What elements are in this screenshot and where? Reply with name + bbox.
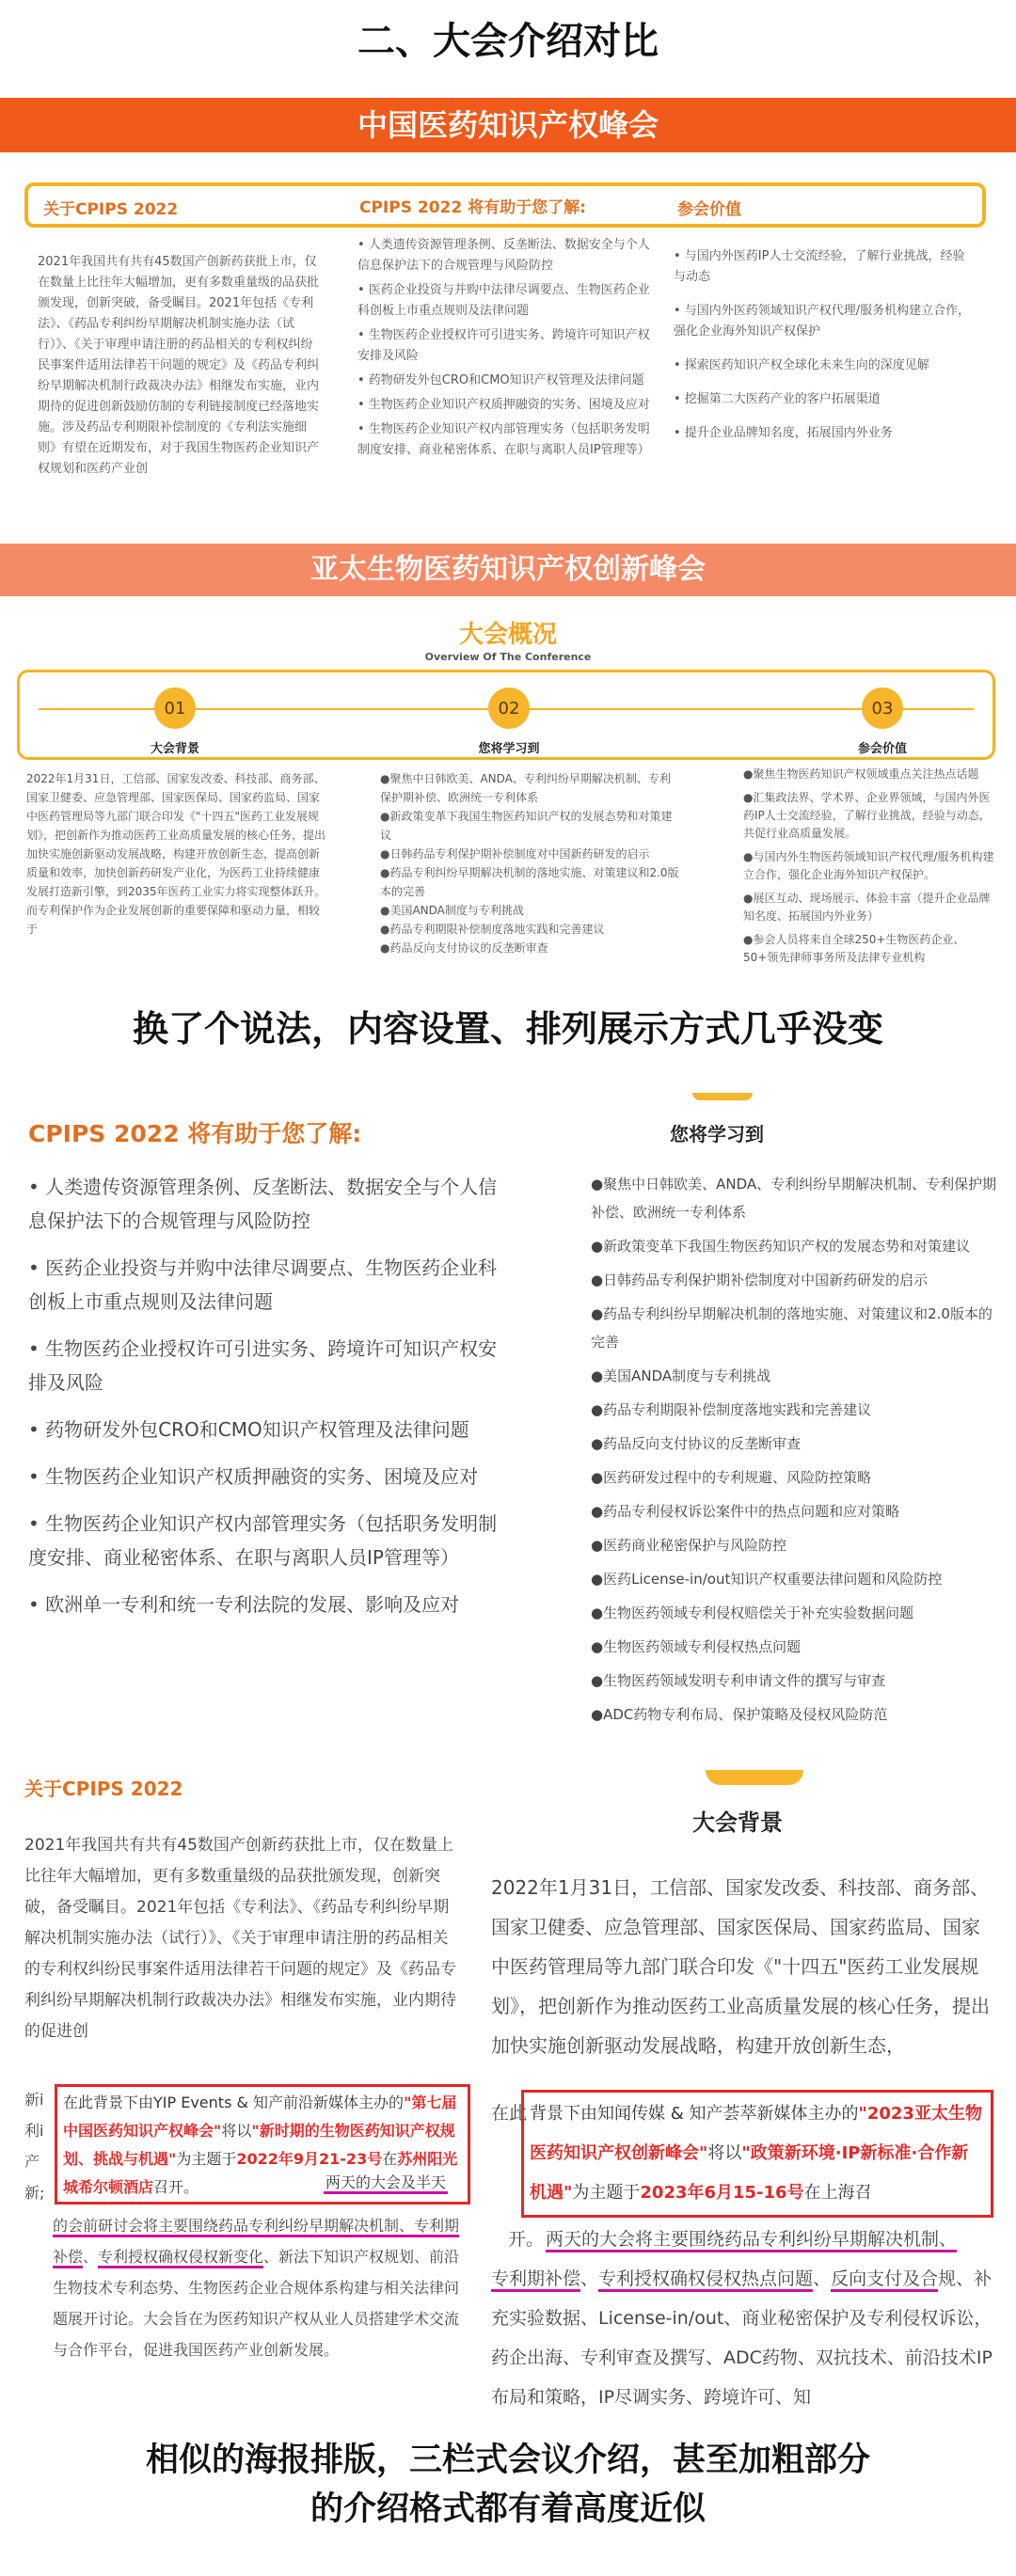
left-box-place: 苏州阳光城希尔顿酒店 xyxy=(63,2150,458,2196)
compare1-right-item: ●药品专利纠纷早期解决机制的落地实施、对策建议和2.0版本的完善 xyxy=(591,1305,992,1351)
left-u5: 专利授权确权侵权新变化 xyxy=(98,2248,263,2268)
step-3 xyxy=(840,687,925,756)
cpips-header-bar xyxy=(24,182,986,228)
compare1-left-item: • 生物医药企业授权许可引进实务、跨境许可知识产权安排及风险 xyxy=(28,1337,498,1394)
compare1-right-item: ●生物医药领域专利侵权赔偿关于补充实验数据问题 xyxy=(591,1604,914,1621)
step-1-label: 大会背景 xyxy=(150,742,199,756)
compare2-right-rest xyxy=(491,2259,993,2447)
cpips-col1-title: 关于CPIPS 2022 xyxy=(43,200,179,219)
right-box-text5: 开。 xyxy=(508,2229,545,2250)
compare2-left-rest xyxy=(53,2210,467,2398)
overview-title: 大会概况 xyxy=(458,621,557,649)
step-1-number: 01 xyxy=(154,687,196,729)
compare1-right-item: ●日韩药品专利保护期补偿制度对中国新药研发的启示 xyxy=(591,1272,929,1288)
apac-background-text: 2022年1月31日，工信部、国家发改委、科技部、商务部、国家卫健委、应急管理部、国家医保局、国家药监局、国家中医药管理局等九部门联合印发《"十四五"医药工业发展规划》，把创新作为推动医药工业高质量发展的核心任务，提出加快实施创新驱动发展战略，构建开放创新生态，提高创新质量和效率，加快创新药研发产业化，为医药工业持续健康发展打造新引擎，到2035年医药工业实力将实现整体跃升。而专利保护作为企业发展创新的重要保障和驱动力量，相较于 xyxy=(26,772,326,936)
apac-learn-item: ●日韩药品专利保护期补偿制度对中国新药研发的启示 xyxy=(380,847,650,861)
step-2 xyxy=(467,687,551,756)
left-u3: 专利期补偿 xyxy=(53,2217,459,2268)
compare1-right-item: ●药品专利期限补偿制度落地实践和完善建议 xyxy=(591,1401,872,1418)
compare1-left-item: • 人类遗传资源管理条例、反垄断法、数据安全与个人信息保护法下的合规管理与风险防控 xyxy=(28,1176,498,1232)
compare-title: 二、大会介绍对比 xyxy=(357,20,659,63)
overview-steps-box xyxy=(17,670,995,760)
right-box-date: 2023年6月15-16号 xyxy=(640,2183,804,2203)
compare2-left-edge xyxy=(24,2084,53,2208)
caption-1: 换了个说法，内容设置、排列展示方式几乎没变 xyxy=(132,1008,883,1050)
cpips-col2-item: • 药物研发外包CRO和CMO知识产权管理及法律问题 xyxy=(357,373,644,387)
right-box-text2: 将以 xyxy=(707,2143,742,2163)
cpips-col2-title: CPIPS 2022 将有助于您了解: xyxy=(359,198,586,217)
edge-3: 产 xyxy=(24,2153,40,2171)
right-box-text3: 为主题于 xyxy=(572,2183,641,2203)
left-box-bold1: "第七届中国医药知识产权峰会" xyxy=(63,2094,457,2140)
apac-learn-item: ●药品反向支付协议的反垄断审查 xyxy=(380,941,548,955)
apac-value-item: ●参会人员将来自全球250+生物医药企业、50+领先律师事务所及法律专业机构 xyxy=(743,933,965,964)
compare2-left-title: 关于CPIPS 2022 xyxy=(24,1778,183,1800)
left-box-text4: 在 xyxy=(382,2150,398,2168)
apac-learn-item: ●药品专利纠纷早期解决机制的落地实施、对策建议和2.0版本的完善 xyxy=(380,866,679,898)
apac-value-item: ●汇集政法界、学术界、企业界领域，与国内外医药IP人士交流经验，了解行业挑战，经验与动态，共促行业高质量发展。 xyxy=(743,791,991,840)
edge-1: 新i xyxy=(24,2091,44,2109)
cpips-col2-item: • 生物医药企业授权许可引进实务、跨境许可知识产权安排及风险 xyxy=(357,328,650,363)
apac-value-item: ●聚焦生物医药知识产权领域重点关注热点话题 xyxy=(743,767,979,781)
compare2-right-para: 2022年1月31日，工信部、国家发改委、科技部、商务部、国家卫健委、应急管理部、国家医保局、国家药监局、国家中医药管理局等九部门联合印发《"十四五"医药工业发展规划》，把创新作为推动医药工业高质量发展的核心任务，提出加快实施创新驱动发展战略，构建开放创新生态， xyxy=(491,1876,990,2057)
cpips-col3-item: • 提升企业品牌知名度，拓展国内外业务 xyxy=(674,426,893,440)
edge-2: 利i xyxy=(24,2122,44,2140)
cpips-col3-item: • 挖掘第二大医药产业的客户拓展渠道 xyxy=(674,392,881,406)
compare2-left-para: 2021年我国共有共有45数国产创新药获批上市，仅在数量上比往年大幅增加，更有多数重量级的品获批颁发现，创新突破，备受瞩目。2021年包括《专利法》、《药品专利纠纷早期解决机制实施办法（试行）》、《关于审理申请注册的药品相关的专利权纠纷民事案件适用法律若干问题的规定》及《药品专利纠纷早期解决机制行政裁决办法》相继发布实施，业内期待的促进创 xyxy=(24,1836,456,2041)
compare1-right-item: ●聚焦中日韩欧美、ANDA、专利纠纷早期解决机制、专利保护期补偿、欧洲统一专利体系 xyxy=(591,1176,997,1221)
apac-banner: 亚太生物医药知识产权创新峰会 xyxy=(0,544,1016,596)
cpips-col2-item: • 人类遗传资源管理条例、反垄断法、数据安全与个人信息保护法下的合规管理与风险防控 xyxy=(357,238,650,273)
left-rest: 、新法下知识产权规划、前沿生物技术专利态势、生物医药企业合规体系构建与相关法律问题展开讨论。大会旨在为医药知识产权从业人员搭建学术交流与合作平台，促进我国医药产业创新发展。 xyxy=(53,2248,460,2359)
step-3-label: 参会价值 xyxy=(857,742,907,756)
caption-2-line-2: 的介绍格式都有着高度近似 xyxy=(310,2490,706,2528)
compare1-right-item: ●医药研发过程中的专利规避、风险防控策略 xyxy=(591,1469,872,1486)
right-u2: 专利期补偿 xyxy=(491,2268,580,2292)
compare1-left-item: • 欧洲单一专利和统一专利法院的发展、影响及应对 xyxy=(28,1593,460,1616)
compare1-right-title: 您将学习到 xyxy=(670,1123,764,1146)
left-box-date: 2022年9月21-23号 xyxy=(236,2150,383,2168)
right-box-text1: 背景下由知闻传媒 & 知产荟萃新媒体主办的 xyxy=(530,2104,859,2124)
apac-value-item: ●展区互动、现场展示、体验丰富（提升企业品牌知名度、拓展国内外业务） xyxy=(743,892,991,923)
right-box-bold2: "政策新环境·IP新标准·合作新机遇" xyxy=(530,2143,969,2203)
compare1-left-title: CPIPS 2022 将有助于您了解: xyxy=(28,1120,362,1147)
step-1 xyxy=(133,687,217,756)
left-box-text5: 召开。 xyxy=(153,2178,199,2196)
compare1-left-list xyxy=(28,1170,508,1678)
left-box-text3: 为主题于 xyxy=(176,2150,237,2168)
apac-learn-item: ●美国ANDA制度与专利挑战 xyxy=(380,904,524,917)
compare1-right-item: ●药品反向支付协议的反垄断审查 xyxy=(591,1435,802,1452)
compare1-left-item: • 生物医药企业知识产权质押融资的实务、困境及应对 xyxy=(28,1465,479,1488)
right-box-bold1: "2023亚太生物医药知识产权创新峰会" xyxy=(530,2104,982,2163)
cpips-col2-item: • 生物医药企业知识产权内部管理实务（包括职务发明制度安排、商业秘密体系、在职与离职人员IP管理等） xyxy=(357,422,650,457)
compare1-right-item: ●美国ANDA制度与专利挑战 xyxy=(591,1367,771,1384)
left-u1-wrap xyxy=(324,2169,448,2197)
compare1-left-item: • 药物研发外包CRO和CMO知识产权管理及法律问题 xyxy=(28,1418,469,1441)
apac-learn-item: ●聚焦中日韩欧美、ANDA、专利纠纷早期解决机制、专利保护期补偿、欧洲统一专利体系 xyxy=(380,772,671,804)
cpips-col3-item: • 探索医药知识产权全球化未来生向的深度见解 xyxy=(674,358,929,372)
compare1-right-item: ●医药License-in/out知识产权重要法律问题和风险防控 xyxy=(591,1571,943,1588)
right-u4: 专利授权确权侵权热点问题 xyxy=(598,2268,813,2292)
right-box-pre: 在此 xyxy=(491,2103,528,2124)
compare1-right-item: ●新政策变革下我国生物医药知识产权的发展态势和对策建议 xyxy=(591,1238,971,1255)
step-2-label: 您将学习到 xyxy=(478,742,540,756)
gold-accent-bottom xyxy=(706,1770,803,1785)
step-3-number: 03 xyxy=(862,687,903,729)
compare1-left-item: • 医药企业投资与并购中法律尽调要点、生物医药企业科创板上市重点规则及法律问题 xyxy=(28,1256,498,1313)
left-u2: 的会前研讨会将主要围绕药品专利纠纷早期解决机制、 xyxy=(53,2217,414,2237)
compare1-right-item: ●生物医药领域发明专利申请文件的撰写与审查 xyxy=(591,1672,886,1689)
left-u4: 、 xyxy=(83,2248,99,2266)
compare1-right-item: ●药品专利侵权诉讼案件中的热点问题和应对策略 xyxy=(591,1503,900,1520)
right-u6: 反向支付及合 xyxy=(831,2268,938,2292)
compare1-left-item: • 生物医药企业知识产权内部管理实务（包括职务发明制度安排、商业秘密体系、在职与离职人员IP管理等） xyxy=(28,1512,498,1569)
right-u1-wrap xyxy=(546,2220,993,2259)
cpips-col3-list xyxy=(674,246,975,482)
left-box-text2: 将以 xyxy=(221,2122,252,2140)
apac-learn-item: ●新政策变革下我国生物医药知识产权的发展态势和对策建议 xyxy=(380,810,673,842)
right-highlight-box xyxy=(521,2090,993,2218)
cpips-banner: 中国医药知识产权峰会 xyxy=(0,98,1016,152)
left-box-text1: 在此背景下由YIP Events & 知产前沿新媒体主办的 xyxy=(63,2094,405,2111)
apac-learn-list xyxy=(380,769,681,957)
edge-4: 新; xyxy=(24,2184,45,2202)
cpips-col3-item: • 与国内外医药领域知识产权代理/服务机构建立合作，强化企业海外知识产权保护 xyxy=(674,304,971,339)
cpips-col3-item: • 与国内外医药IP人士交流经验，了解行业挑战，经验与动态 xyxy=(674,249,965,284)
compare2-right-title: 大会背景 xyxy=(692,1810,783,1836)
compare1-right-list xyxy=(591,1170,1005,1723)
gold-accent-top xyxy=(692,1093,753,1100)
right-u5: 、 xyxy=(813,2268,832,2289)
overview-subtitle: Overview Of The Conference xyxy=(424,651,592,663)
cpips-col3-title: 参会价值 xyxy=(677,200,741,219)
cpips-col2-list xyxy=(357,235,651,482)
left-box-bold2: "新时期的生物医药知识产权规划、挑战与机遇" xyxy=(63,2122,455,2168)
right-u3: 、 xyxy=(580,2268,599,2289)
right-box-text4: 在上海召 xyxy=(803,2183,872,2203)
apac-value-list xyxy=(743,766,997,964)
caption-2-line-1: 相似的海报排版，三栏式会议介绍，甚至加粗部分 xyxy=(145,2442,870,2479)
compare1-right-item: ●医药商业秘密保护与风险防控 xyxy=(591,1537,787,1554)
compare1-right-item: ●生物医药领域专利侵权热点问题 xyxy=(591,1638,802,1655)
step-2-number: 02 xyxy=(488,687,530,729)
cpips-col2-item: • 生物医药企业知识产权质押融资的实务、困境及应对 xyxy=(357,398,650,412)
right-u1: 两天的大会将主要围绕药品专利纠纷早期解决机制、 xyxy=(546,2229,957,2252)
right-rest: 规、补充实验数据、License-in/out、商业秘密保护及专利侵权诉讼，药企出海、专利审查及撰写、ADC药物、双抗技术、前沿技术IP布局和策略，IP尽调实务、跨境许可、知 xyxy=(491,2268,992,2408)
apac-learn-item: ●药品专利期限补偿制度落地实践和完善建议 xyxy=(380,923,605,936)
left-u1: 两天的大会及半天 xyxy=(324,2173,448,2194)
apac-value-item: ●与国内外生物医药领域知识产权代理/服务机构建立合作，强化企业海外知识产权保护。 xyxy=(743,850,994,881)
compare1-right-item: ●ADC药物专利布局、保护策略及侵权风险防范 xyxy=(591,1706,888,1723)
cpips-col2-item: • 医药企业投资与并购中法律尽调要点、生物医药企业科创板上市重点规则及法律问题 xyxy=(357,283,650,318)
cpips-col1-text: 2021年我国共有共有45数国产创新药获批上市，仅在数量上比往年大幅增加，更有多数重量级的品获批颁发现，创新突破，备受瞩目。2021年包括《专利法》、《药品专利纠纷早期解决机制实施办法（试行）》、《关于审理申请注册的药品相关的专利权纠纷民事案件适用法律若干问题的规定》及《药品专利纠纷早期解决机制行政裁决办法》相继发布实施，业内期待的促进创新鼓励仿制的专利链接制度已经落地实施。涉及药品专利期限补偿制度的《专利法实施细则》有望在近期发布，对于我国生物医药企业知识产权规划和医药产业创 xyxy=(38,255,320,476)
